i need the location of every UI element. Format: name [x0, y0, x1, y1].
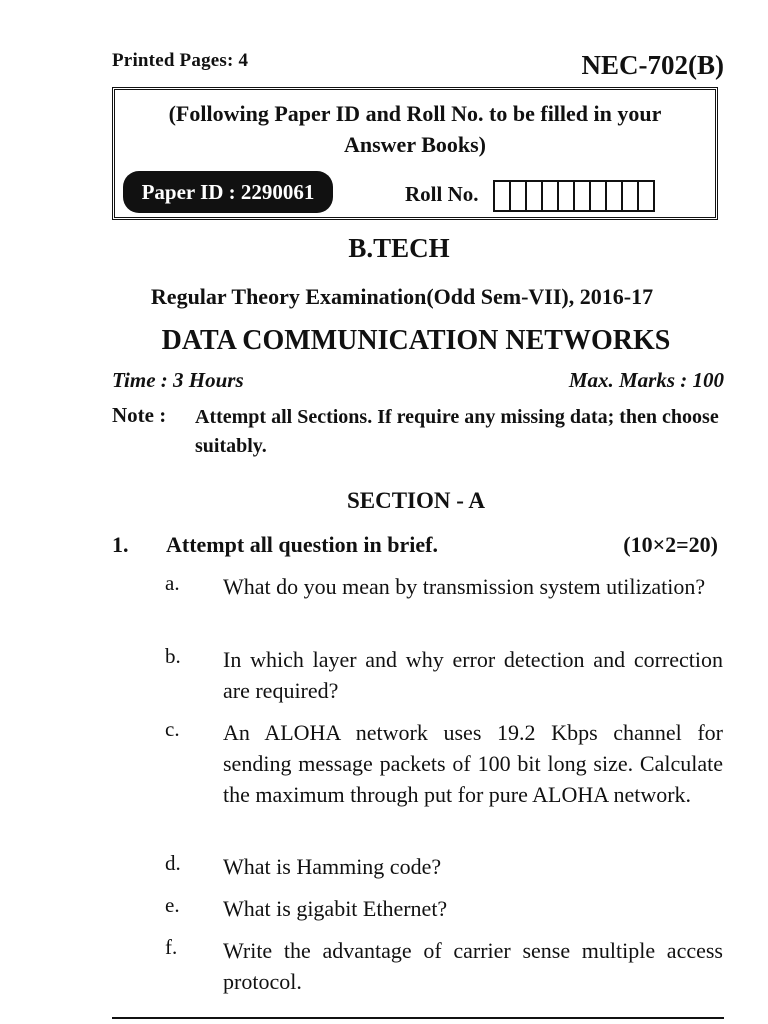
paper-id-badge: Paper ID : 2290061: [123, 171, 333, 213]
question-text: Attempt all question in brief.: [166, 532, 438, 557]
fill-instruction: [115, 98, 715, 160]
note-label: Note :: [112, 403, 167, 427]
sub-question-text: In which layer and why error detection and correction are required?: [223, 647, 723, 703]
subject-title: DATA COMMUNICATION NETWORKS: [161, 325, 671, 356]
roll-number-boxes: [495, 180, 655, 212]
exam-title: Regular Theory Examination(Odd Sem-VII), 2016-17: [150, 284, 654, 309]
sub-question-letter: d.: [165, 851, 181, 875]
exam-time: Time : 3 Hours: [112, 368, 244, 392]
fill-instruction-line1: (Following Paper ID and Roll No. to be filled in your: [168, 101, 662, 126]
section-heading: SECTION - A: [346, 488, 486, 513]
sub-question-text: Write the advantage of carrier sense multiple access protocol.: [223, 938, 723, 994]
sub-question-letter: c.: [165, 717, 180, 741]
note-text: Attempt all Sections. If require any missing data; then choose suitably.: [195, 406, 719, 457]
sub-question-text: What is Hamming code?: [223, 854, 442, 879]
sub-question-letter: b.: [165, 644, 181, 668]
sub-question-text: What do you mean by transmission system utilization?: [223, 574, 706, 599]
sub-question-letter: a.: [165, 571, 180, 595]
paper-id-box: [112, 87, 718, 220]
roll-number-cell[interactable]: [637, 180, 655, 212]
sub-question-letter: f.: [165, 935, 178, 959]
bottom-divider: [112, 1017, 724, 1019]
degree-title: B.TECH: [348, 233, 450, 263]
question-number: 1.: [112, 532, 129, 557]
roll-number-label: Roll No.: [405, 182, 479, 206]
fill-instruction-line2: Answer Books): [343, 132, 486, 157]
sub-question-letter: e.: [165, 893, 180, 917]
paper-code: NEC-702(B): [581, 50, 724, 80]
sub-question-text: What is gigabit Ethernet?: [223, 896, 448, 921]
sub-question-text: An ALOHA network uses 19.2 Kbps channel for sending message packets of 100 bit long size. Calculate the maximum through put for pure ALOHA network.: [223, 720, 723, 807]
question-marks: (10×2=20): [623, 532, 718, 557]
printed-pages: Printed Pages: 4: [112, 50, 249, 71]
max-marks: Max. Marks : 100: [568, 368, 724, 392]
